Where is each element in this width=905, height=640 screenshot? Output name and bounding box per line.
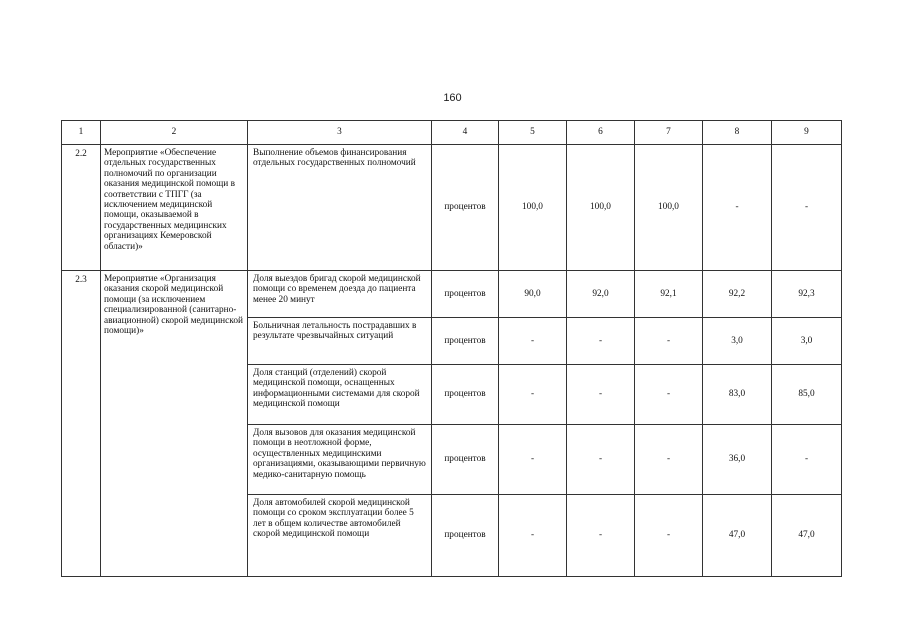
indicator-name: Доля выездов бригад скорой медицинской помощи со временем доезда до пациента менее 20 минут [248,271,432,318]
value-cell: 90,0 [499,271,567,318]
unit-cell: процентов [432,495,499,577]
value-cell: 92,3 [772,271,842,318]
indicators-table [61,120,842,577]
event-name: Мероприятие «Обеспечение отдельных государственных полномочий по организации оказания медицинской помощи в соответствии с ТПГГ (за исключением медицинской помощи, оказываемой в государственных медицинских организациях Кемеровской области)» [101,145,248,271]
value-cell: - [567,425,635,495]
value-cell: - [635,495,703,577]
unit-cell: процентов [432,145,499,271]
table-row [62,271,842,318]
value-cell: - [635,425,703,495]
indicator-name: Выполнение объемов финансирования отдельных государственных полномочий [248,145,432,271]
value-cell: 92,2 [703,271,772,318]
value-cell: 100,0 [499,145,567,271]
table-row [62,145,842,271]
value-cell: - [772,145,842,271]
value-cell: - [772,425,842,495]
column-header: 2 [101,121,248,145]
indicator-name: Доля станций (отделений) скорой медицинской помощи, оснащенных информационными системами для скорой медицинской помощи [248,365,432,425]
page-number: 160 [443,92,462,104]
unit-cell: процентов [432,318,499,365]
value-cell: 83,0 [703,365,772,425]
value-cell: - [635,318,703,365]
value-cell: 47,0 [772,495,842,577]
column-header: 1 [62,121,101,145]
unit-cell: процентов [432,271,499,318]
unit-cell: процентов [432,425,499,495]
value-cell: 47,0 [703,495,772,577]
value-cell: - [567,495,635,577]
value-cell: 3,0 [703,318,772,365]
value-cell: - [635,365,703,425]
indicator-name: Доля автомобилей скорой медицинской помощи со сроком эксплуатации более 5 лет в общем количестве автомобилей скорой медицинской помощи [248,495,432,577]
row-number: 2.2 [62,145,101,271]
indicator-name: Больничная летальность пострадавших в результате чрезвычайных ситуаций [248,318,432,365]
row-number: 2.3 [62,271,101,577]
column-header: 6 [567,121,635,145]
column-header: 9 [772,121,842,145]
value-cell: 92,1 [635,271,703,318]
indicator-name: Доля вызовов для оказания медицинской помощи в неотложной форме, осуществленных медицинскими организациями, оказывающими первичную медико-санитарную помощь [248,425,432,495]
column-header: 3 [248,121,432,145]
value-cell: 100,0 [567,145,635,271]
value-cell: 85,0 [772,365,842,425]
value-cell: - [499,318,567,365]
value-cell: - [499,495,567,577]
value-cell: - [499,365,567,425]
column-header: 5 [499,121,567,145]
value-cell: 36,0 [703,425,772,495]
column-header: 7 [635,121,703,145]
value-cell: 92,0 [567,271,635,318]
value-cell: 3,0 [772,318,842,365]
value-cell: - [567,365,635,425]
value-cell: 100,0 [635,145,703,271]
value-cell: - [703,145,772,271]
value-cell: - [499,425,567,495]
column-number-header-row [62,121,842,145]
column-header: 8 [703,121,772,145]
value-cell: - [567,318,635,365]
unit-cell: процентов [432,365,499,425]
event-name: Мероприятие «Организация оказания скорой медицинской помощи (за исключением специализированной (санитарно-авиационной) скорой медицинской помощи)» [101,271,248,577]
column-header: 4 [432,121,499,145]
